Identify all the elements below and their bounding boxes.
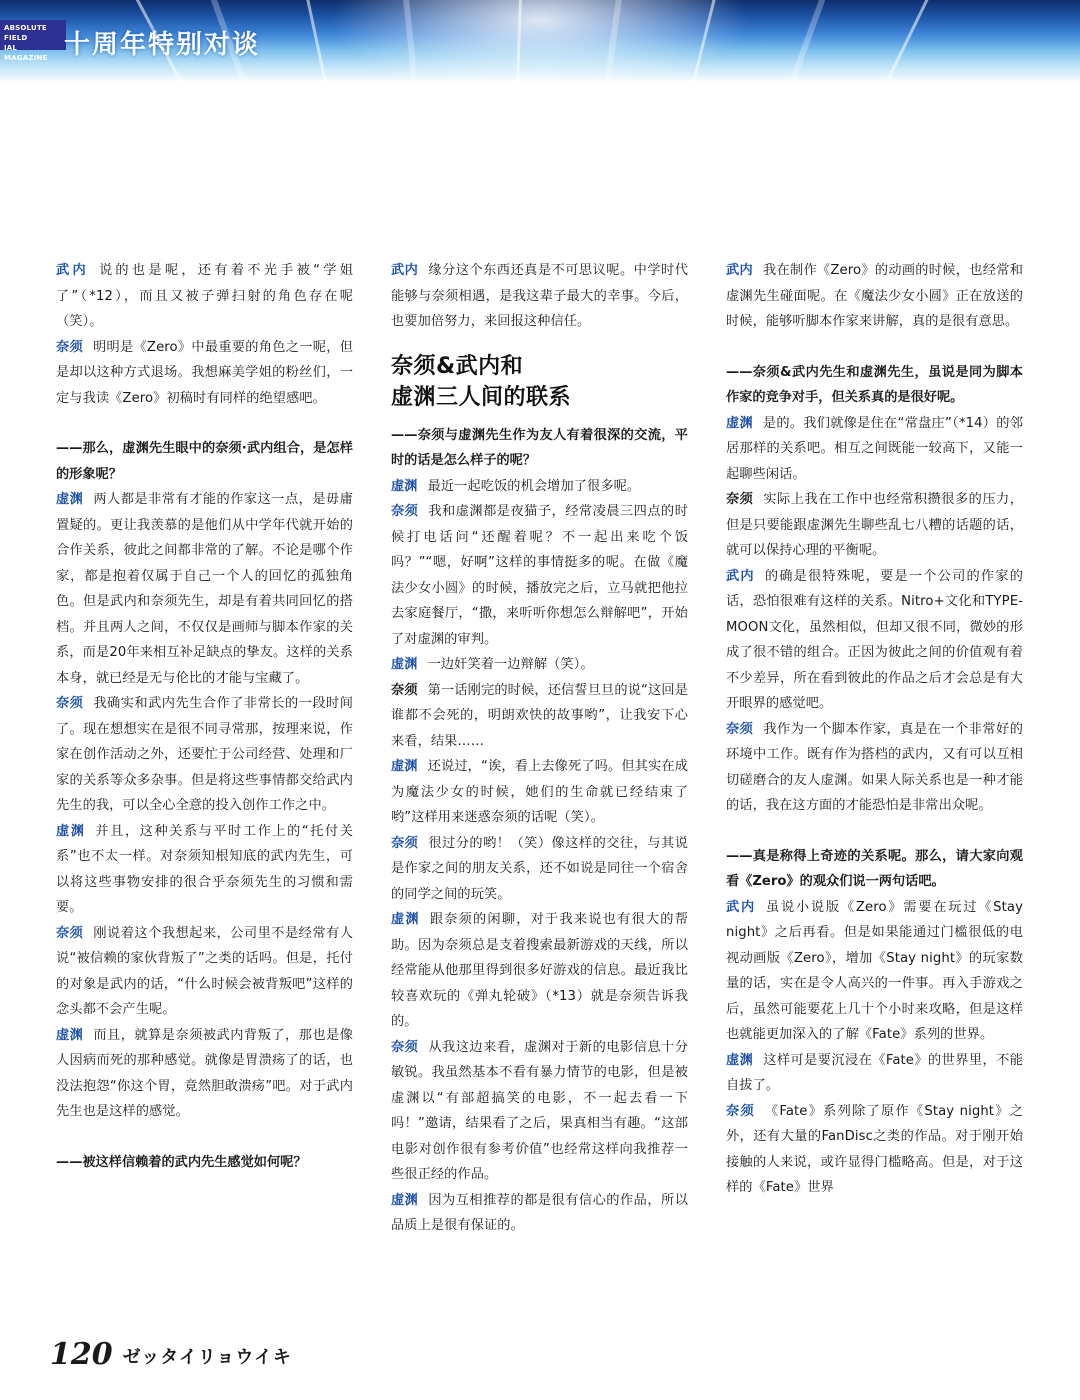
magazine-logo [0,20,66,62]
speaker-label: 虚渊 [56,823,86,839]
spacer [726,335,1023,360]
dialogue-line [391,652,688,678]
dialogue-text: 明明是《Zero》中最重要的角色之一呢，但是却以这种方式退场。我想麻美学姐的粉丝们，一定与我读《Zero》初稿时有同样的绝望感吧。 [56,339,354,406]
speaker-label: 虚渊 [56,1027,84,1043]
dialogue-line [56,921,353,1023]
banner-ray [300,0,330,82]
dialogue-line [726,895,1023,1048]
dialogue-text: 虽说小说版《Zero》需要在玩过《Stay night》之后再看。但是如果能通过门槛很低的电视动画版《Zero》，增加《Stay night》的玩家数量的话，实在是令人高兴的一件事。再入手游戏之后，虽然可能要花上几十个小时来攻略，但是这样也就能更加深入的了解《Fate》系列的世界。 [726,899,1024,1042]
dialogue-line [726,487,1023,564]
article-columns [56,258,1024,1239]
dialogue-line [726,717,1023,819]
dialogue-text: 这样可是要沉浸在《Fate》的世界里，不能自拔了。 [726,1052,1023,1093]
dialogue-text: 刚说着这个我想起来，公司里不是经常有人说“被信赖的家伙背叛了”之类的话吗。但是，托付的对象是武内的话，“什么时候会被背叛吧”这样的念头都不会产生呢。 [56,925,353,1017]
banner-ray [786,0,836,82]
speaker-label: 奈须 [391,682,418,698]
dialogue-line [56,258,353,335]
dialogue-line [391,474,688,500]
dialogue-text: 的确是很特殊呢，要是一个公司的作家的话，恐怕很难有这样的关系。Nitro+文化和TYPE-MOON文化，虽然相似，但却又很不同，微妙的形成了很不错的组合。正因为彼此之间的价值观有着不少差异，所在看到彼此的作品之后才会总是有大开眼界的感觉吧。 [726,568,1023,711]
speaker-label: 武内 [56,263,89,278]
speaker-label: 奈须 [56,696,84,711]
dialogue-line [391,499,688,652]
speaker-label: 武内 [726,263,753,278]
dialogue-text: 一边奸笑着一边辩解（笑）。 [427,657,594,672]
speaker-label: 武内 [391,263,419,278]
speaker-label: 虚渊 [391,657,418,672]
speaker-label: 奈须 [56,925,84,941]
dialogue-text: 还说过，“诶，看上去像死了吗。但其实在成为魔法少女的时候，她们的生命就已经结束了哟”这样用来迷惑奈须的话呢（笑）。 [391,759,688,825]
dialogue-line [726,411,1023,488]
page-folio [50,1337,292,1372]
banner-glow [330,0,750,82]
interviewer-question: ——奈须与虚渊先生作为友人有着很深的交流，平时的话是怎么样子的呢？ [391,427,688,468]
speaker-label: 奈须 [726,1103,755,1119]
dialogue-line [391,831,688,908]
dialogue-line [56,1023,353,1125]
dialogue-line [391,258,688,335]
section-heading [391,351,688,413]
page-header-banner [0,0,1080,82]
speaker-label: 武内 [726,899,756,915]
dialogue-line [391,1035,688,1188]
dialogue-line [726,258,1023,335]
magazine-logo-line1: ABSOLUTE FIELD [4,24,47,42]
section-heading-line1: 奈须&武内和 [391,353,524,379]
page-body [0,82,1080,1400]
speaker-label: 虚渊 [391,478,418,494]
dialogue-text: 《Fate》系列除了原作《Stay night》之外，还有大量的FanDisc之类的作品。对于刚开始接触的人来说，或许显得门槛略高。但是，对于这样的《Fate》世界 [726,1103,1023,1195]
speaker-label: 虚渊 [726,1052,754,1068]
dialogue-text: 是的。我们就像是住在“常盘庄”（*14）的邻居那样的关系吧。相互之间既能一较高下，又能一起聊些闲话。 [726,415,1023,482]
dialogue-line [56,691,353,819]
speaker-label: 奈须 [726,492,754,507]
magazine-logo-line2: IAL MAGAZINE [4,44,48,62]
dialogue-line [56,335,353,412]
speaker-label: 奈须 [726,721,754,737]
speaker-label: 奈须 [391,504,419,519]
dialogue-text: 说的也是呢，还有着不光手被“学姐了”（*12），而且又被子弹扫射的角色存在呢（笑）。 [56,263,353,329]
speaker-label: 虚渊 [726,415,753,431]
interviewer-question: ——那么，虚渊先生眼中的奈须·武内组合，是怎样的形象呢？ [56,441,353,482]
speaker-label: 虚渊 [391,759,418,774]
column-2 [391,258,688,1239]
dialogue-text: 从我这边来看，虚渊对于新的电影信息十分敏锐。我虽然基本不看有暴力情节的电影，但是被虚渊以“有部超搞笑的电影，不一起去看一下吗！”邀请，结果看了之后，果真相当有趣。“这部电影对创作很有参考价值”也经常这样向我推荐一些很正经的作品。 [391,1039,688,1182]
dialogue-text: 两人都是非常有才能的作家这一点，是毋庸置疑的。更让我羡慕的是他们从中学年代就开始的合作关系，彼此之间都非常的了解。不论是哪个作家，都是抱着仅属于自己一个人的回忆的孤独角色。但是武内和奈须先生，却是有着共同回忆的搭档。并且两人之间，不仅仅是画师与脚本作家的关系，而是20年来相互补足缺点的挚友。这样的关系本身，就已经是无与伦比的才能与宝藏了。 [56,492,353,686]
dialogue-text: 我确实和武内先生合作了非常长的一段时间了。现在想想实在是很不同寻常那，按理来说，作家在创作活动之外，还要忙于公司经营、处理和厂家的关系等众多杂事。但是将这些事情都交给武内先生的我，可以全心全意的投入创作工作之中。 [56,696,353,813]
dialogue-text: 缘分这个东西还真是不可思议呢。中学时代能够与奈须相遇，是我这辈子最大的幸事。今后，也要加倍努力，来回报这种信任。 [391,263,688,329]
interviewer-question: ——被这样信赖着的武内先生感觉如何呢？ [56,1154,307,1170]
speaker-label: 虚渊 [391,1192,419,1208]
dialogue-line [391,907,688,1035]
section-heading-line2: 虚渊三人间的联系 [391,384,572,410]
column-3 [726,258,1023,1239]
dialogue-line [391,1188,688,1239]
speaker-label: 虚渊 [391,912,420,927]
dialogue-text: 我作为一个脚本作家，真是在一个非常好的环境中工作。既有作为搭档的武内，又有可以互相切磋磨合的友人虚渊。如果人际关系也是一种才能的话，我在这方面的才能恐怕是非常出众呢。 [726,721,1023,813]
interviewer-question: ——奈须&武内先生和虚渊先生，虽说是同为脚本作家的竞争对手，但关系真的是很好呢。 [726,364,1023,405]
dialogue-line [56,819,353,921]
magazine-name: ゼッタイリョウイキ [122,1347,292,1368]
speaker-label: 奈须 [391,835,419,851]
dialogue-text: 因为互相推荐的都是很有信心的作品，所以品质上是很有保证的。 [391,1192,688,1233]
interviewer-question: ——真是称得上奇迹的关系呢。那么，请大家向观看《Zero》的观众们说一两句话吧。 [726,848,1023,889]
dialogue-text: 很过分的哟！（笑）像这样的交往，与其说是作家之间的朋友关系，还不如说是同往一个宿舍的同学之间的玩笑。 [391,835,688,902]
banner-ray [883,0,943,82]
speaker-label: 奈须 [391,1039,419,1055]
dialogue-text: 实际上我在工作中也经常积攒很多的压力，但是只要能跟虚渊先生聊些乱七八糟的话题的话，就可以保持心理的平衡呢。 [726,492,1023,558]
dialogue-line [726,1048,1023,1099]
column-1 [56,258,353,1239]
dialogue-text: 我在制作《Zero》的动画的时候，也经常和虚渊先生碰面呢。在《魔法少女小圆》正在放送的时候，能够听脚本作家来讲解，真的是很有意思。 [726,263,1024,329]
dialogue-text: 第一话刚完的时候，还信誓旦旦的说“这回是谁都不会死的，明朗欢快的故事哟”，让我安下心来看，结果…… [391,682,688,749]
dialogue-text: 而且，就算是奈须被武内背叛了，那也是像人因病而死的那种感觉。就像是胃溃疡了的话，也没法抱怨“你这个胃，竟然胆敢溃疡”吧。对于武内先生也是这样的感觉。 [56,1027,353,1119]
dialogue-line [726,1099,1023,1201]
speaker-label: 奈须 [56,339,83,355]
dialogue-text: 最近一起吃饭的机会增加了很多呢。 [427,478,641,494]
dialogue-line [391,754,688,831]
spacer [726,819,1023,844]
dialogue-text: 我和虚渊都是夜猫子，经常凌晨三四点的时候打电话问“还醒着呢？不一起出来吃个饭吗？”“嗯，好啊”这样的事情挺多的呢。在做《魔法少女小圆》的时候，播放完之后，立马就把他拉去家庭餐厅，“撒，来听听你想怎么辩解吧”，开始了对虚渊的审判。 [391,504,688,647]
spacer [56,1125,353,1150]
dialogue-line [726,564,1023,717]
dialogue-line [391,678,688,755]
speaker-label: 虚渊 [56,492,84,507]
page-number: 120 [50,1337,113,1372]
banner-title: 十周年特别对谈 [64,30,261,60]
dialogue-line [56,487,353,691]
speaker-label: 武内 [726,568,755,584]
spacer [56,411,353,436]
dialogue-text: 并且，这种关系与平时工作上的“托付关系”也不太一样。对奈须知根知底的武内先生，可以将这些事物安排的很合乎奈须先生的习惯和需要。 [56,823,353,915]
dialogue-text: 跟奈须的闲聊，对于我来说也有很大的帮助。因为奈须总是支着搜索最新游戏的天线，所以经常能从他那里得到很多好游戏的信息。最近我比较喜欢玩的《弹丸轮破》（*13）就是奈须告诉我的。 [391,912,688,1029]
